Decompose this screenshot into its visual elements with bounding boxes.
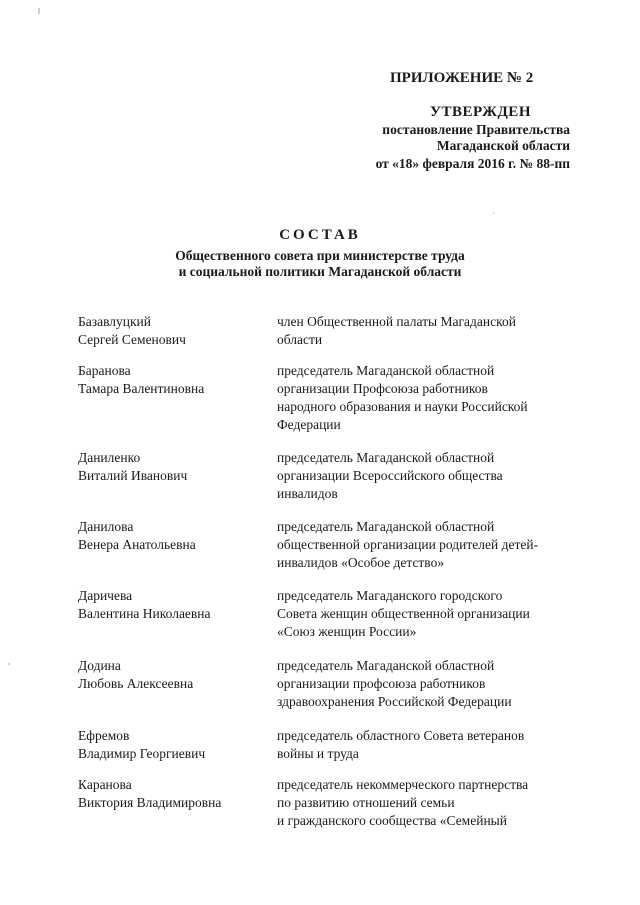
approved-label: УТВЕРЖДЕН xyxy=(430,104,531,120)
member-role xyxy=(277,776,570,830)
role-line: организации профсоюза работников xyxy=(277,676,486,691)
decree-reference xyxy=(330,122,570,154)
member-name xyxy=(78,776,268,812)
member-surname: Каранова xyxy=(78,777,132,792)
role-line: председатель Магаданской областной xyxy=(277,519,495,534)
scan-artifact xyxy=(493,212,494,214)
council-name-line: и социальной политики Магаданской области xyxy=(178,264,462,279)
appendix-number: ПРИЛОЖЕНИЕ № 2 xyxy=(390,70,534,86)
role-line: инвалидов «Особое детство» xyxy=(277,555,445,570)
council-name-line: Общественного совета при министерстве труда xyxy=(175,248,465,263)
role-line: области xyxy=(277,332,323,347)
role-line: здравоохранения Российской Федерации xyxy=(277,694,512,709)
member-role xyxy=(277,587,570,641)
role-line: и гражданского сообщества «Семейный xyxy=(277,813,507,828)
role-line: председатель Магаданского городского xyxy=(277,588,503,603)
member-name xyxy=(78,449,268,485)
role-line: организации Всероссийского общества xyxy=(277,468,503,483)
member-role xyxy=(277,362,570,434)
scan-artifact xyxy=(8,663,10,665)
member-role xyxy=(277,313,570,349)
member-surname: Ефремов xyxy=(78,728,130,743)
member-role xyxy=(277,449,570,503)
member-given-names: Виталий Иванович xyxy=(78,468,188,483)
role-line: Совета женщин общественной организации xyxy=(277,606,530,621)
member-name xyxy=(78,518,268,554)
role-line: по развитию отношений семьи xyxy=(277,795,455,810)
role-line: председатель Магаданской областной xyxy=(277,363,495,378)
role-line: инвалидов xyxy=(277,486,338,501)
role-line: Федерации xyxy=(277,417,341,432)
member-surname: Данилова xyxy=(78,519,134,534)
member-name xyxy=(78,587,268,623)
member-surname: Даричева xyxy=(78,588,133,603)
member-name xyxy=(78,362,268,398)
member-given-names: Валентина Николаевна xyxy=(78,606,211,621)
member-given-names: Сергей Семенович xyxy=(78,332,186,347)
role-line: «Союз женщин России» xyxy=(277,624,417,639)
member-given-names: Владимир Георгиевич xyxy=(78,746,206,761)
role-line: председатель областного Совета ветеранов xyxy=(277,728,525,743)
role-line: председатель некоммерческого партнерства xyxy=(277,777,529,792)
member-name xyxy=(78,727,268,763)
role-line: председатель Магаданской областной xyxy=(277,658,495,673)
member-name xyxy=(78,313,268,349)
decree-date: от «18» февраля 2016 г. № 88-пп xyxy=(375,156,570,171)
member-role xyxy=(277,657,570,711)
scan-artifact xyxy=(38,8,40,14)
member-given-names: Любовь Алексеевна xyxy=(78,676,194,691)
role-line: народного образования и науки Российской xyxy=(277,399,528,414)
member-surname: Баранова xyxy=(78,363,131,378)
role-line: председатель Магаданской областной xyxy=(277,450,495,465)
role-line: войны и труда xyxy=(277,746,359,761)
member-surname: Додина xyxy=(78,658,121,673)
member-surname: Базавлуцкий xyxy=(78,314,151,329)
member-given-names: Венера Анатольевна xyxy=(78,537,196,552)
member-name xyxy=(78,657,268,693)
member-surname: Даниленко xyxy=(78,450,141,465)
member-given-names: Тамара Валентиновна xyxy=(78,381,205,396)
member-role xyxy=(277,518,570,572)
decree-line: Магаданской области xyxy=(436,138,570,153)
member-role xyxy=(277,727,570,763)
member-given-names: Виктория Владимировна xyxy=(78,795,222,810)
role-line: общественной организации родителей детей- xyxy=(277,537,539,552)
role-line: член Общественной палаты Магаданской xyxy=(277,314,516,329)
document-heading: СОСТАВ xyxy=(279,227,361,243)
council-name xyxy=(0,248,640,280)
role-line: организации Профсоюза работников xyxy=(277,381,488,396)
decree-line: постановление Правительства xyxy=(382,122,570,137)
